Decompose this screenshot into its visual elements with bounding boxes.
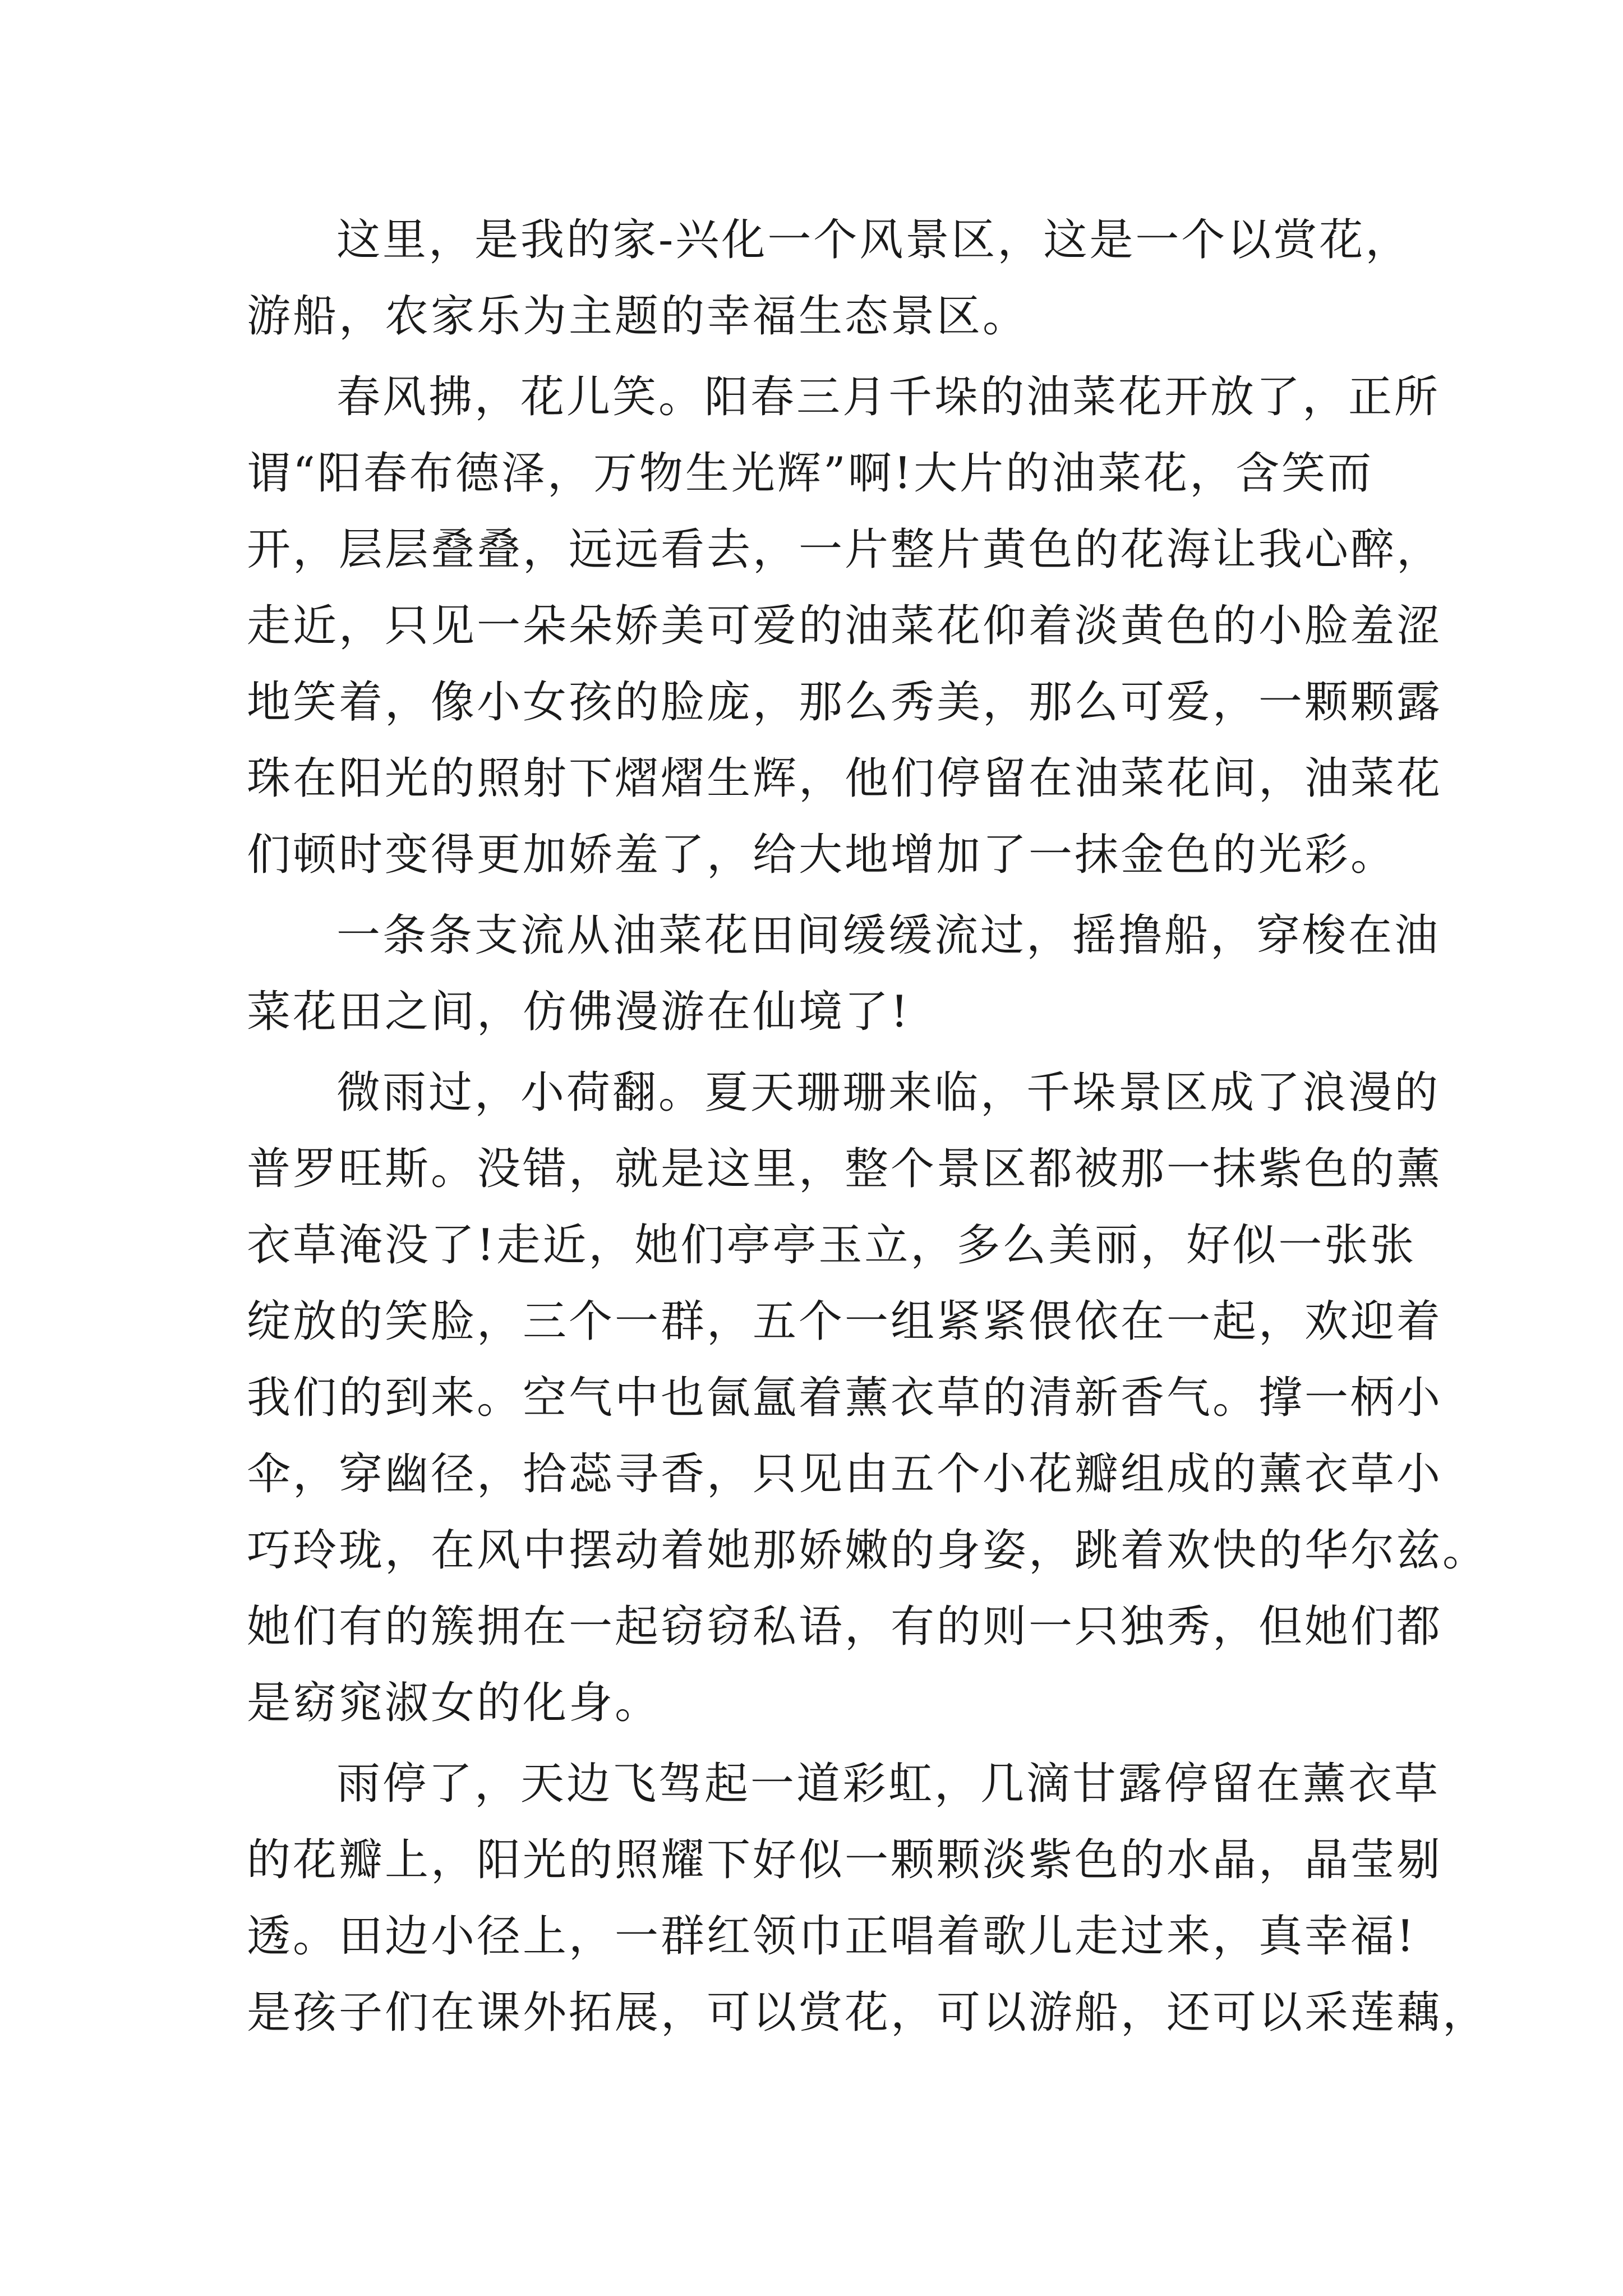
paragraph-line: 我们的到来。空气中也氤氲着薰衣草的清新香气。撑一柄小 [247,1373,1443,1423]
paragraph-line: 绽放的笑脸，三个一群，五个一组紧紧偎依在一起，欢迎着 [247,1296,1443,1347]
paragraph-line: 巧玲珑，在风中摆动着她那娇嫩的身姿，跳着欢快的华尔兹。 [247,1525,1489,1576]
paragraph-line: 普罗旺斯。没错，就是这里，整个景区都被那一抹紫色的薰 [247,1144,1443,1194]
paragraph-line: 游船，农家乐为主题的幸福生态景区。 [247,291,1029,342]
paragraph-line: 伞，穿幽径，拾蕊寻香，只见由五个小花瓣组成的薰衣草小 [247,1449,1443,1499]
paragraph-line: 一条条支流从油菜花田间缓缓流过，摇撸船，穿梭在油 [336,910,1441,961]
paragraph [247,202,1412,355]
paragraph-line: 地笑着，像小女孩的脸庞，那么秀美，那么可爱，一颗颗露 [247,677,1443,728]
paragraph-line: 走近，只见一朵朵娇美可爱的油菜花仰着淡黄色的小脸羞涩 [247,601,1443,651]
paragraph-line: 的花瓣上，阳光的照耀下好似一颗颗淡紫色的水晶，晶莹剔 [247,1835,1443,1885]
document-body [247,202,1489,2051]
paragraph [247,898,1441,1050]
paragraph-line: 谓“阳春布德泽，万物生光辉”啊!大片的油菜花，含笑而 [247,448,1374,499]
paragraph-line: 衣草淹没了!走近，她们亭亭玉立，多么美丽，好似一张张 [247,1220,1417,1271]
paragraph-line: 们顿时变得更加娇羞了，给大地增加了一抹金色的光彩。 [247,830,1397,880]
paragraph-line: 微雨过，小荷翻。夏天珊珊来临，千垛景区成了浪漫的 [336,1068,1441,1118]
paragraph [247,1055,1489,1741]
paragraph [247,359,1443,893]
paragraph-line: 开，层层叠叠，远远看去，一片整片黄色的花海让我心醉， [247,524,1443,575]
paragraph-line: 她们有的簇拥在一起窃窃私语，有的则一只独秀，但她们都 [247,1602,1443,1652]
paragraph-line: 雨停了，天边飞驾起一道彩虹，几滴甘露停留在薰衣草 [336,1759,1441,1809]
paragraph-line: 是孩子们在课外拓展，可以赏花，可以游船，还可以采莲藕， [247,1987,1489,2038]
paragraph [247,1746,1489,2051]
paragraph-line: 春风拂，花儿笑。阳春三月千垛的油菜花开放了，正所 [336,372,1441,422]
paragraph-line: 这里，是我的家-兴化一个风景区，这是一个以赏花， [336,215,1412,265]
paragraph-line: 是窈窕淑女的化身。 [247,1678,661,1728]
paragraph-line: 珠在阳光的照射下熠熠生辉，他们停留在油菜花间，油菜花 [247,753,1443,804]
paragraph-line: 菜花田之间，仿佛漫游在仙境了! [247,987,911,1037]
paragraph-line: 透。田边小径上，一群红领巾正唱着歌儿走过来，真幸福! [247,1911,1417,1962]
